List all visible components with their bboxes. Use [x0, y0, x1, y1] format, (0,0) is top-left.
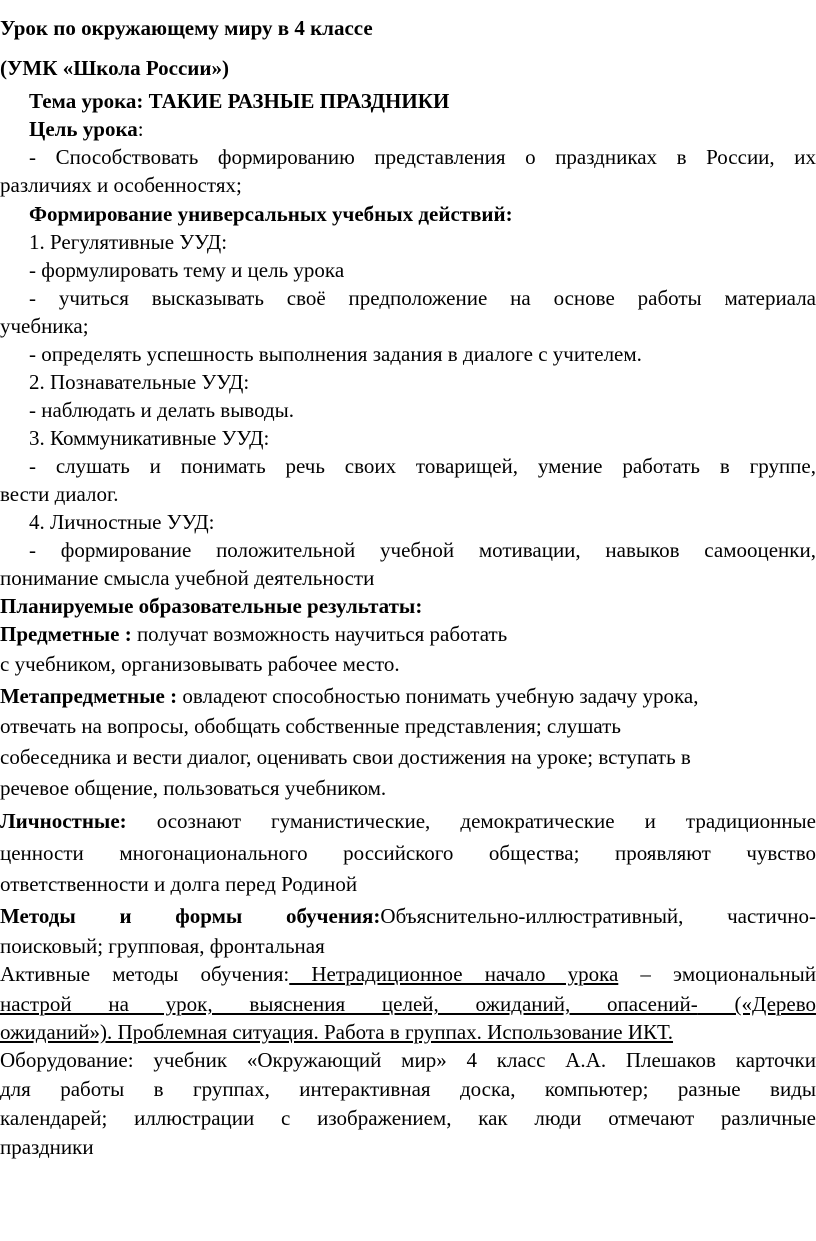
uud-heading: Формирование универсальных учебных действий: [29, 202, 513, 226]
personal-uud-title: 4. Личностные УУД: [29, 510, 215, 534]
personal-results-line: ценности многонационального российского общества; проявляют чувство [0, 841, 816, 865]
meta-results-line: речевое общение, пользоваться учебником. [0, 776, 387, 800]
document-title: Урок по окружающему миру в 4 классе [0, 16, 373, 40]
equipment-line: календарей; иллюстрации с изображением, как люди отмечают различные [0, 1106, 816, 1130]
personal-results-line: ответственности и долга перед Родиной [0, 872, 358, 896]
underlined-text: («Дерево [697, 992, 816, 1016]
meta-results: Метапредметные : овладеют способностью понимать учебную задачу урока, [0, 684, 699, 708]
results-heading: Планируемые образовательные результаты: [0, 594, 423, 618]
list-item: - формирование положительной учебной мотивации, навыков самооценки, [29, 538, 816, 562]
subject-label: Предметные : [0, 622, 132, 646]
list-item-continuation: учебника; [0, 314, 89, 338]
active-methods-line: ожиданий»). Проблемная ситуация. Работа в группах. Использование ИКТ. [0, 1020, 674, 1044]
communicative-title: 3. Коммуникативные УУД: [29, 426, 270, 450]
umk-subtitle: (УМК «Школа России») [0, 56, 229, 80]
subject-results-line: с учебником, организовывать рабочее место. [0, 652, 400, 676]
list-item: - определять успешность выполнения задания в диалоге с учителем. [29, 342, 642, 366]
active-methods: Активные методы обучения: Нетрадиционное начало урока – эмоциональный [0, 962, 816, 986]
meta-label: Метапредметные : [0, 684, 178, 708]
list-item: - наблюдать и делать выводы. [29, 398, 295, 422]
goal-heading: Цель урока: [29, 117, 144, 141]
equipment-line: праздники [0, 1135, 94, 1159]
methods: Методы и формы обучения:Объяснительно-иллюстративный, частично- [0, 904, 816, 928]
personal-label: Личностные: [0, 809, 127, 833]
list-item: - формулировать тему и цель урока [29, 258, 345, 282]
meta-results-line: собеседника и вести диалог, оценивать свои достижения на уроке; вступать в [0, 745, 691, 769]
list-item-continuation: вести диалог. [0, 482, 119, 506]
meta-results-line: отвечать на вопросы, обобщать собственные представления; слушать [0, 714, 621, 738]
personal-results: Личностные: осознают гуманистические, демократические и традиционные [0, 809, 816, 833]
methods-line: поисковый; групповая, фронтальная [0, 934, 325, 958]
list-item: - учиться высказывать своё предположение на основе работы материала [29, 286, 816, 310]
methods-label: Методы и формы обучения: [0, 904, 381, 928]
goal-text-line: - Способствовать формированию представления о праздниках в России, их [29, 145, 816, 169]
goal-text-line: различиях и особенностях; [0, 173, 242, 197]
topic-value: ТАКИЕ РАЗНЫЕ ПРАЗДНИКИ [148, 89, 450, 113]
lesson-topic [29, 88, 816, 114]
equipment-line: Оборудование: учебник «Окружающий мир» 4 класс А.А. Плешаков карточки [0, 1048, 816, 1072]
equipment-line: для работы в группах, интерактивная доска, компьютер; разные виды [0, 1077, 816, 1101]
active-methods-label: Активные методы обучения: [0, 962, 290, 986]
list-item: - слушать и понимать речь своих товарищей, умение работать в группе, [29, 454, 816, 478]
subject-results: Предметные : получат возможность научиться работать [0, 622, 508, 646]
underlined-text: Нетрадиционное начало урока [289, 962, 619, 986]
list-item-continuation: понимание смысла учебной деятельности [0, 566, 375, 590]
regulative-title: 1. Регулятивные УУД: [29, 230, 228, 254]
goal-label: Цель урока [29, 117, 138, 141]
active-methods-line: настрой на урок, выяснения целей, ожиданий, опасений- («Дерево [0, 992, 816, 1016]
topic-label: Тема урока: [29, 89, 144, 113]
cognitive-title: 2. Познавательные УУД: [29, 370, 250, 394]
